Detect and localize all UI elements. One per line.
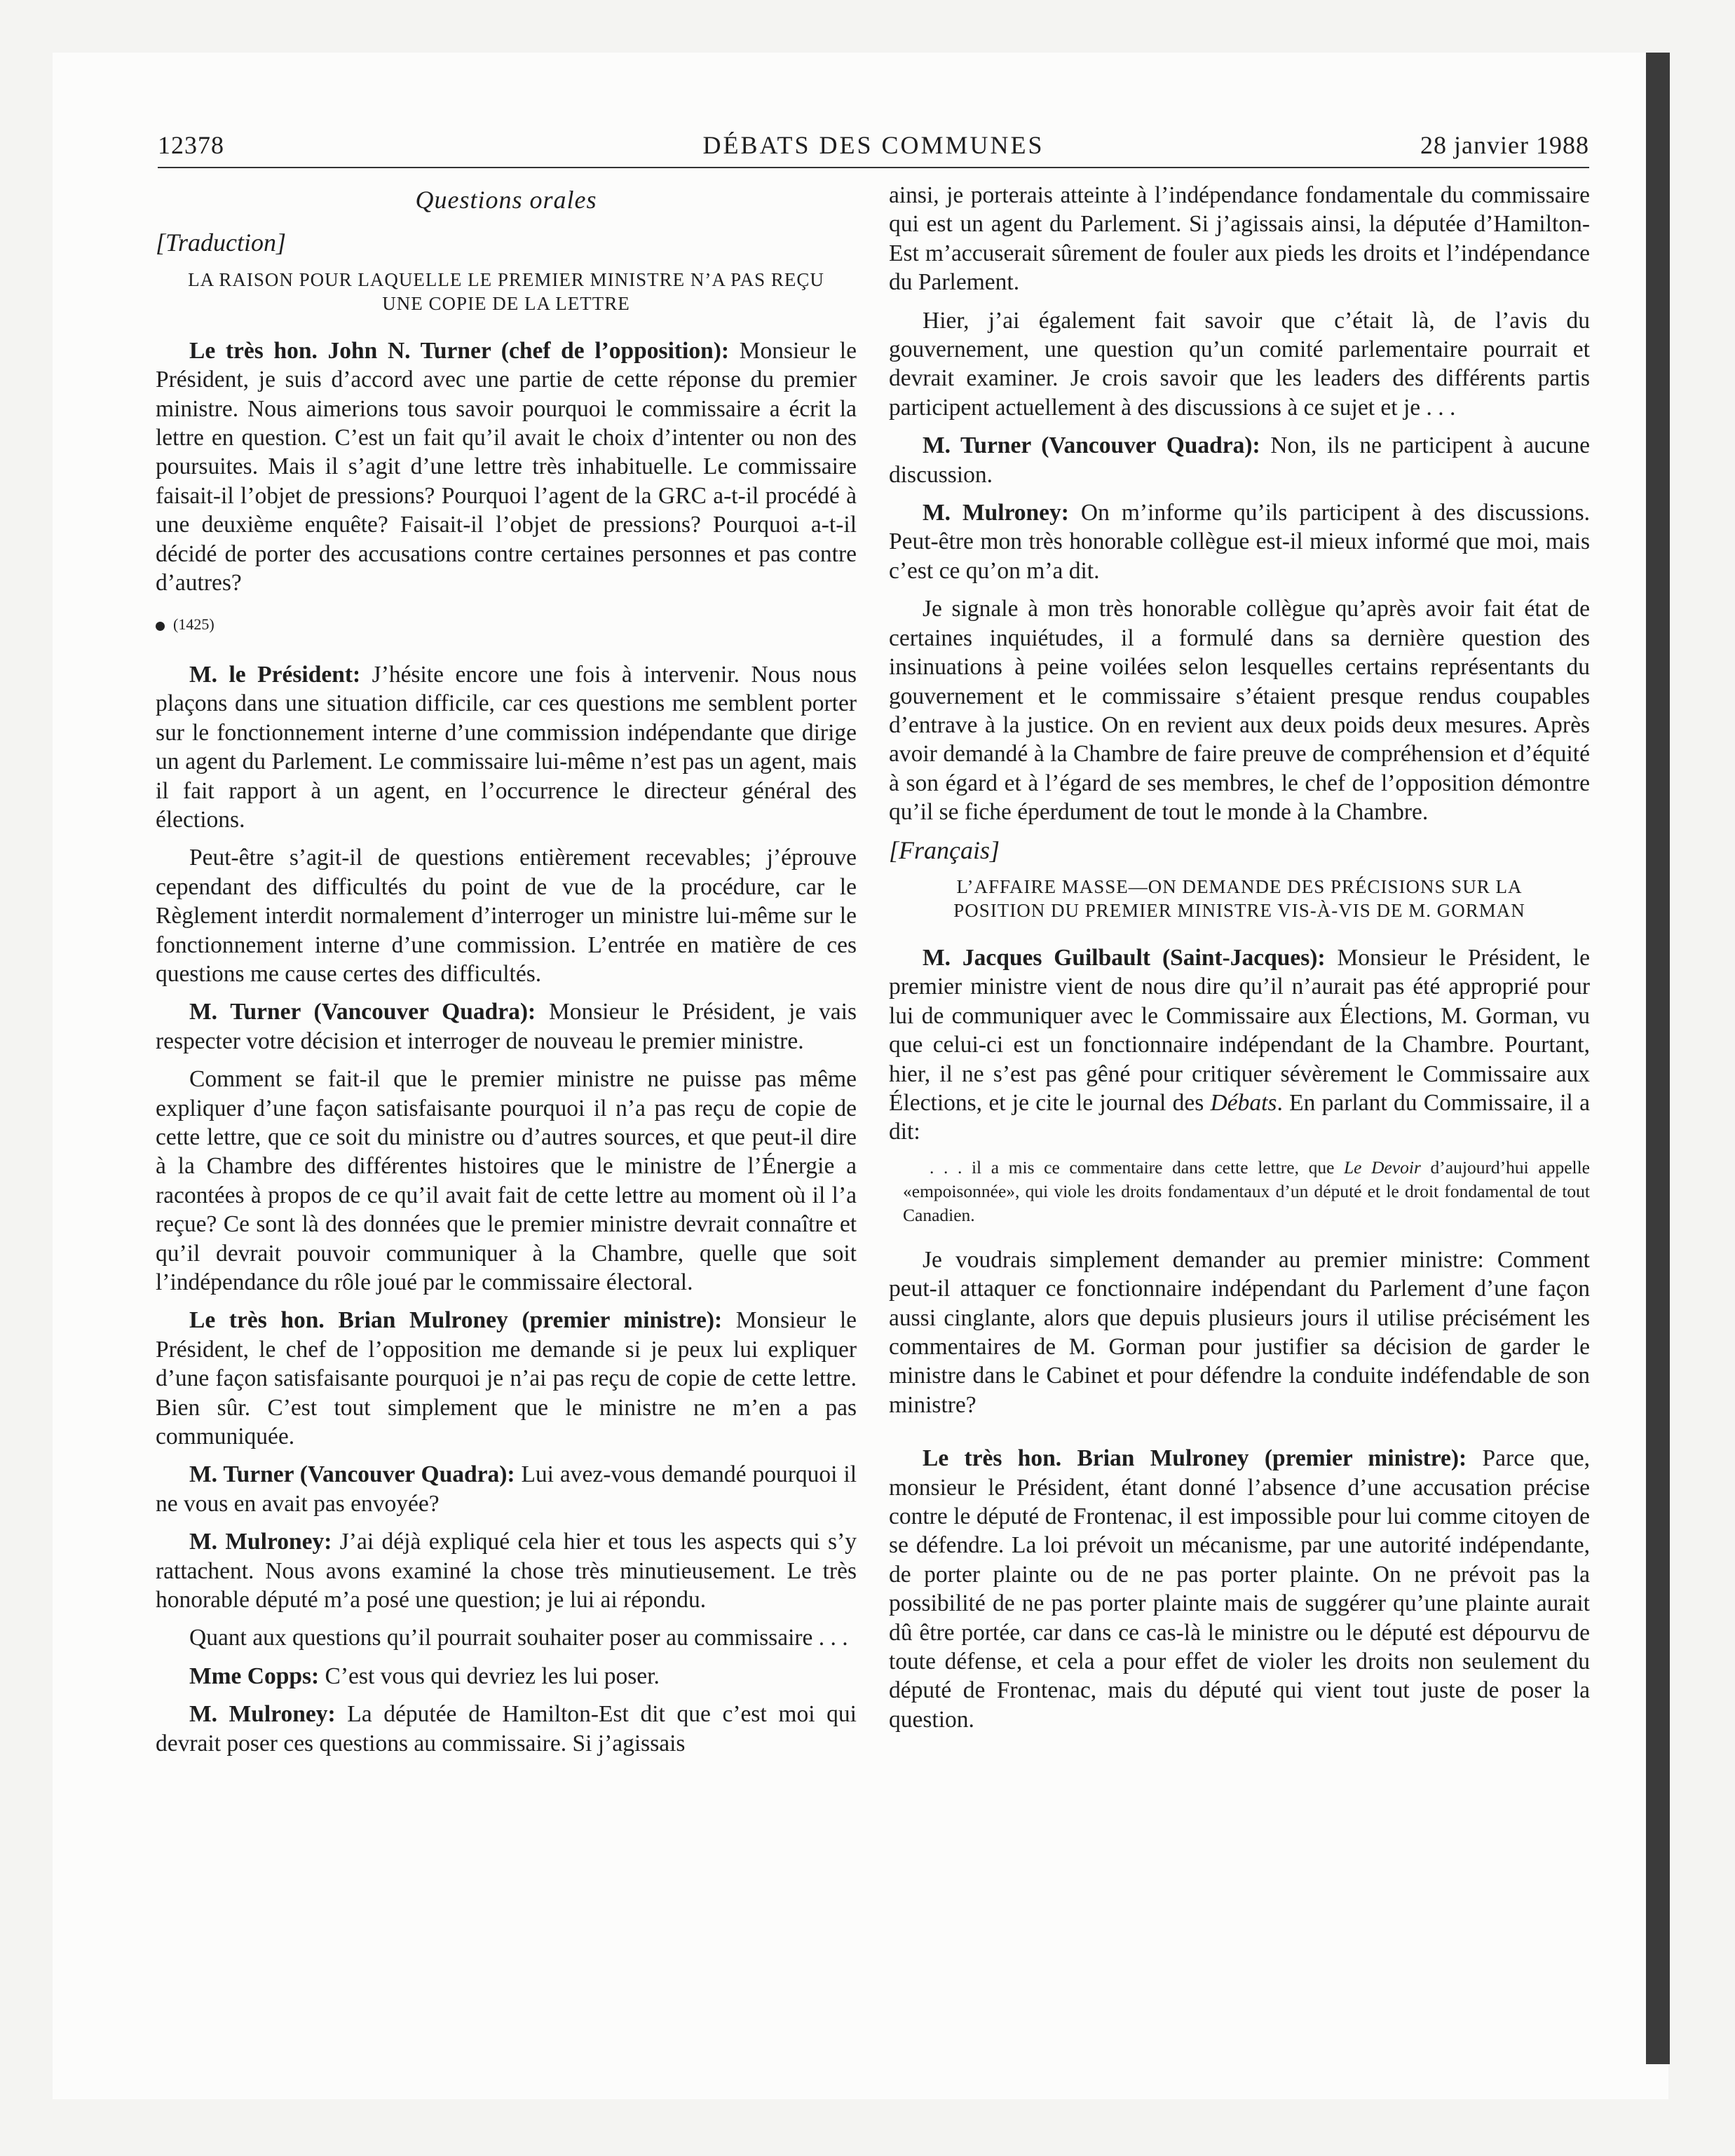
topic-heading: L’AFFAIRE MASSE—ON DEMANDE DES PRÉCISIONS SUR LA POSITION DU PREMIER MINISTRE VIS-À-VIS DE M. GORMAN: [953, 875, 1525, 921]
speech-paragraph: [156, 997, 857, 1056]
language-marker: [Traduction]: [156, 228, 287, 257]
bullet-icon: [156, 622, 165, 631]
speech-text: . En parlant du Commissaire, il a dit:: [889, 1089, 1591, 1145]
speech-paragraph: Quant aux questions qu’il pourrait souhaiter poser au commissaire . . .: [189, 1625, 848, 1651]
block-quote: [889, 1156, 1590, 1227]
speech-paragraph: Je voudrais simplement demander au premier ministre: Comment peut-il attaquer ce fonctionnaire indépendant du Parlement d’une façon aussi cinglante, alors que depuis plusieurs jours il utilise précisément les commentaires de M. Gorman pour justifier sa décision de garder le ministre dans le Cabinet et pour défendre la conduite indéfendable de son ministre?: [889, 1246, 1590, 1418]
publication-title: DÉBATS DES COMMUNES: [702, 131, 1045, 159]
speaker-name: M. Turner (Vancouver Quadra):: [189, 999, 536, 1025]
issue-date: 28 janvier 1988: [1420, 131, 1589, 159]
left-column: [156, 179, 857, 1767]
speech-text: La députée de Hamilton-Est dit que c’est moi qui devrait poser ces questions au commissaire. Si j’agissais: [156, 1701, 857, 1756]
quote-text-end: d’aujourd’hui appelle «empoisonnée», qui viole les droits fondamentaux d’un député et le droit fondamental de tout Canadien.: [903, 1157, 1591, 1225]
speech-paragraph: Comment se fait-il que le premier ministre ne puisse pas même expliquer d’une façon satisfaisante pourquoi il n’a pas reçu de copie de cette lettre, que ce soit du ministre ou d’autres sources, et que peut-il dire à la Chambre des différentes histoires que le ministre de l’Énergie a racontées à propos de ce qu’il avait fait de cette lettre au moment où il l’a reçue? Ce sont là des données que le premier ministre devrait connaître et qu’il devrait pouvoir communiquer à la Chambre, quelle que soit l’indépendance du rôle joué par le commissaire électoral.: [156, 1066, 857, 1295]
speech-text: J’hésite encore une fois à intervenir. Nous nous plaçons dans une situation difficile, car ces questions me semblent porter sur le fonctionnement interne d’une commission indépendante que dirige un agent du Parlement. Le commissaire lui-même n’est pas un agent, mais il fait rapport à un agent, en l’occurrence le directeur général des élections.: [156, 661, 857, 833]
speech-paragraph: [156, 660, 857, 834]
page-number: 12378: [158, 131, 224, 159]
speaker-name: Mme Copps:: [189, 1663, 320, 1689]
speaker-name: M. Turner (Vancouver Quadra):: [189, 1461, 515, 1488]
speech-paragraph: [889, 1444, 1590, 1734]
speaker-name: Le très hon. Brian Mulroney (premier ministre):: [923, 1445, 1467, 1472]
speech-text: Parce que, monsieur le Président, étant donné l’absence d’une accusation précise contre le député de Frontenac, il est impossible pour lui comme citoyen de se défendre. La loi prévoit un mécanisme, par une autorité indépendante, de porter plainte ou de ne pas porter plainte. On ne prévoit pas la possibilité de ne pas porter plainte mais de suggérer qu’une plainte aurait dû être portée, car dans ce cas-là le ministre ou le député est dépourvu de toute défense, et cela a pour effet de violer les droits non seulement du député de Frontenac, mais du député qui vient tout juste de poser la question.: [889, 1445, 1590, 1733]
speech-paragraph: [889, 943, 1590, 1147]
speech-text: C’est vous qui devriez les lui poser.: [319, 1663, 660, 1689]
speaker-name: Le très hon. John N. Turner (chef de l’opposition):: [189, 337, 730, 364]
scan-edge-bar: [1646, 53, 1670, 2064]
speech-paragraph: [889, 498, 1590, 585]
right-column: [889, 181, 1590, 1743]
speech-paragraph: [156, 1460, 857, 1518]
section-title: Questions orales: [415, 186, 597, 214]
speech-paragraph: [889, 431, 1590, 489]
running-header: [158, 130, 1589, 168]
speech-paragraph: Peut-être s’agit-il de questions entièrement recevables; j’éprouve cependant des difficultés du point de vue de la procédure, car le Règlement interdit normalement d’interroger un ministre lui-même sur le fonctionnement interne d’une commission. L’entrée en matière de ces questions me cause certes des difficultés.: [156, 845, 857, 987]
speech-paragraph: [156, 1527, 857, 1614]
speaker-name: M. Mulroney:: [923, 500, 1069, 526]
quote-text-start: . . . il a mis ce commentaire dans cette lettre, que: [930, 1157, 1344, 1178]
speaker-name: Le très hon. Brian Mulroney (premier ministre):: [189, 1307, 723, 1334]
speech-paragraph: [156, 336, 857, 598]
speech-text: J’ai déjà expliqué cela hier et tous les aspects qui s’y rattachent. Nous avons examiné la chose très minutieusement. Le très honorable député m’a posé une question; je lui ai répondu.: [156, 1529, 857, 1613]
speaker-name: M. Mulroney:: [189, 1701, 336, 1728]
speaker-name: M. Jacques Guilbault (Saint-Jacques):: [923, 944, 1326, 971]
speech-text: Monsieur le Président, je vais respecter votre décision et interroger de nouveau le premier ministre.: [156, 999, 857, 1054]
speaker-name: M. Mulroney:: [189, 1529, 332, 1555]
speech-text: Lui avez-vous demandé pourquoi il ne vous en avait pas envoyée?: [156, 1461, 857, 1517]
speech-paragraph: [156, 1662, 857, 1691]
speech-paragraph: Hier, j’ai également fait savoir que c’était là, de l’avis du gouvernement, une question qu’un comité parlementaire pourrait et devrait examiner. Je crois savoir que les leaders des différents partis participent actuellement à des discussions à ce sujet et je . . .: [889, 307, 1590, 421]
timestamp-text: (1425): [173, 615, 215, 634]
speech-text: Monsieur le Président, le premier ministre vient de nous dire qu’il n’aurait pas été approprié pour lui de communiquer avec le Commissaire aux Élections, M. Gorman, vu que celui-ci est un fonctionnaire indépendant de la Chambre. Pourtant, hier, il ne s’est pas gêné pour critiquer sévèrement le Commissaire aux Élections, et je cite le journal des: [889, 944, 1590, 1116]
speech-paragraph: [156, 1700, 857, 1758]
speech-paragraph: [156, 1306, 857, 1451]
language-marker: [Français]: [889, 835, 1000, 864]
speech-text: Monsieur le Président, le chef de l’opposition me demande si je peux lui expliquer d’une façon satisfaisante pourquoi je n’ai pas reçu de copie de cette lettre. Bien sûr. C’est tout simplement que le ministre ne m’en a pas communiquée.: [156, 1307, 857, 1450]
quote-text: [903, 1156, 1590, 1227]
speaker-name: M. Turner (Vancouver Quadra):: [923, 432, 1260, 459]
speech-text: Monsieur le Président, je suis d’accord avec une partie de cette réponse du premier ministre. Nous aimerions tous savoir pourquoi le commissaire a écrit la lettre en question. C’est un fait qu’il avait le choix d’intenter ou non des poursuites. Mais il s’agit d’une lettre très inhabituelle. Le commissaire faisait-il l’objet de pressions? Pourquoi l’agent de la GRC a-t-il procédé à une deuxième enquête? Faisait-il l’objet de pressions? Pourquoi a-t-il décidé de porter des accusations contre certaines personnes et pas contre d’autres?: [156, 337, 857, 596]
journal-title: Débats: [1210, 1089, 1277, 1116]
speech-paragraph: ainsi, je porterais atteinte à l’indépendance fondamentale du commissaire qui est un agent du Parlement. Si j’agissais ainsi, la députée d’Hamilton-Est m’accuserait sûrement de fouler aux pieds les droits et l’indépendance du Parlement.: [889, 182, 1590, 296]
timestamp: [156, 610, 857, 639]
speech-text: On m’informe qu’ils participent à des discussions. Peut-être mon très honorable collègue est-il mieux informé que moi, mais c’est ce qu’on m’a dit.: [889, 500, 1590, 584]
topic-heading: LA RAISON POUR LAQUELLE LE PREMIER MINISTRE N’A PAS REÇU UNE COPIE DE LA LETTRE: [188, 268, 824, 314]
speech-text: Non, ils ne participent à aucune discussion.: [889, 432, 1590, 488]
speaker-name: M. le Président:: [189, 661, 361, 688]
newspaper-title: Le Devoir: [1344, 1157, 1421, 1178]
speech-paragraph: Je signale à mon très honorable collègue qu’après avoir fait état de certaines inquiétudes, il a formulé dans sa dernière question des insinuations à peine voilées selon lesquelles certains représentants du gouvernement et le commissaire s’étaient presque rendus coupables d’entrave à la justice. On en revient aux deux poids deux mesures. Après avoir demandé à la Chambre de faire preuve de compréhension et d’équité à son égard et à l’égard de ses membres, le chef de l’opposition démontre qu’il se fiche éperdument de tout le monde à la Chambre.: [889, 596, 1590, 826]
